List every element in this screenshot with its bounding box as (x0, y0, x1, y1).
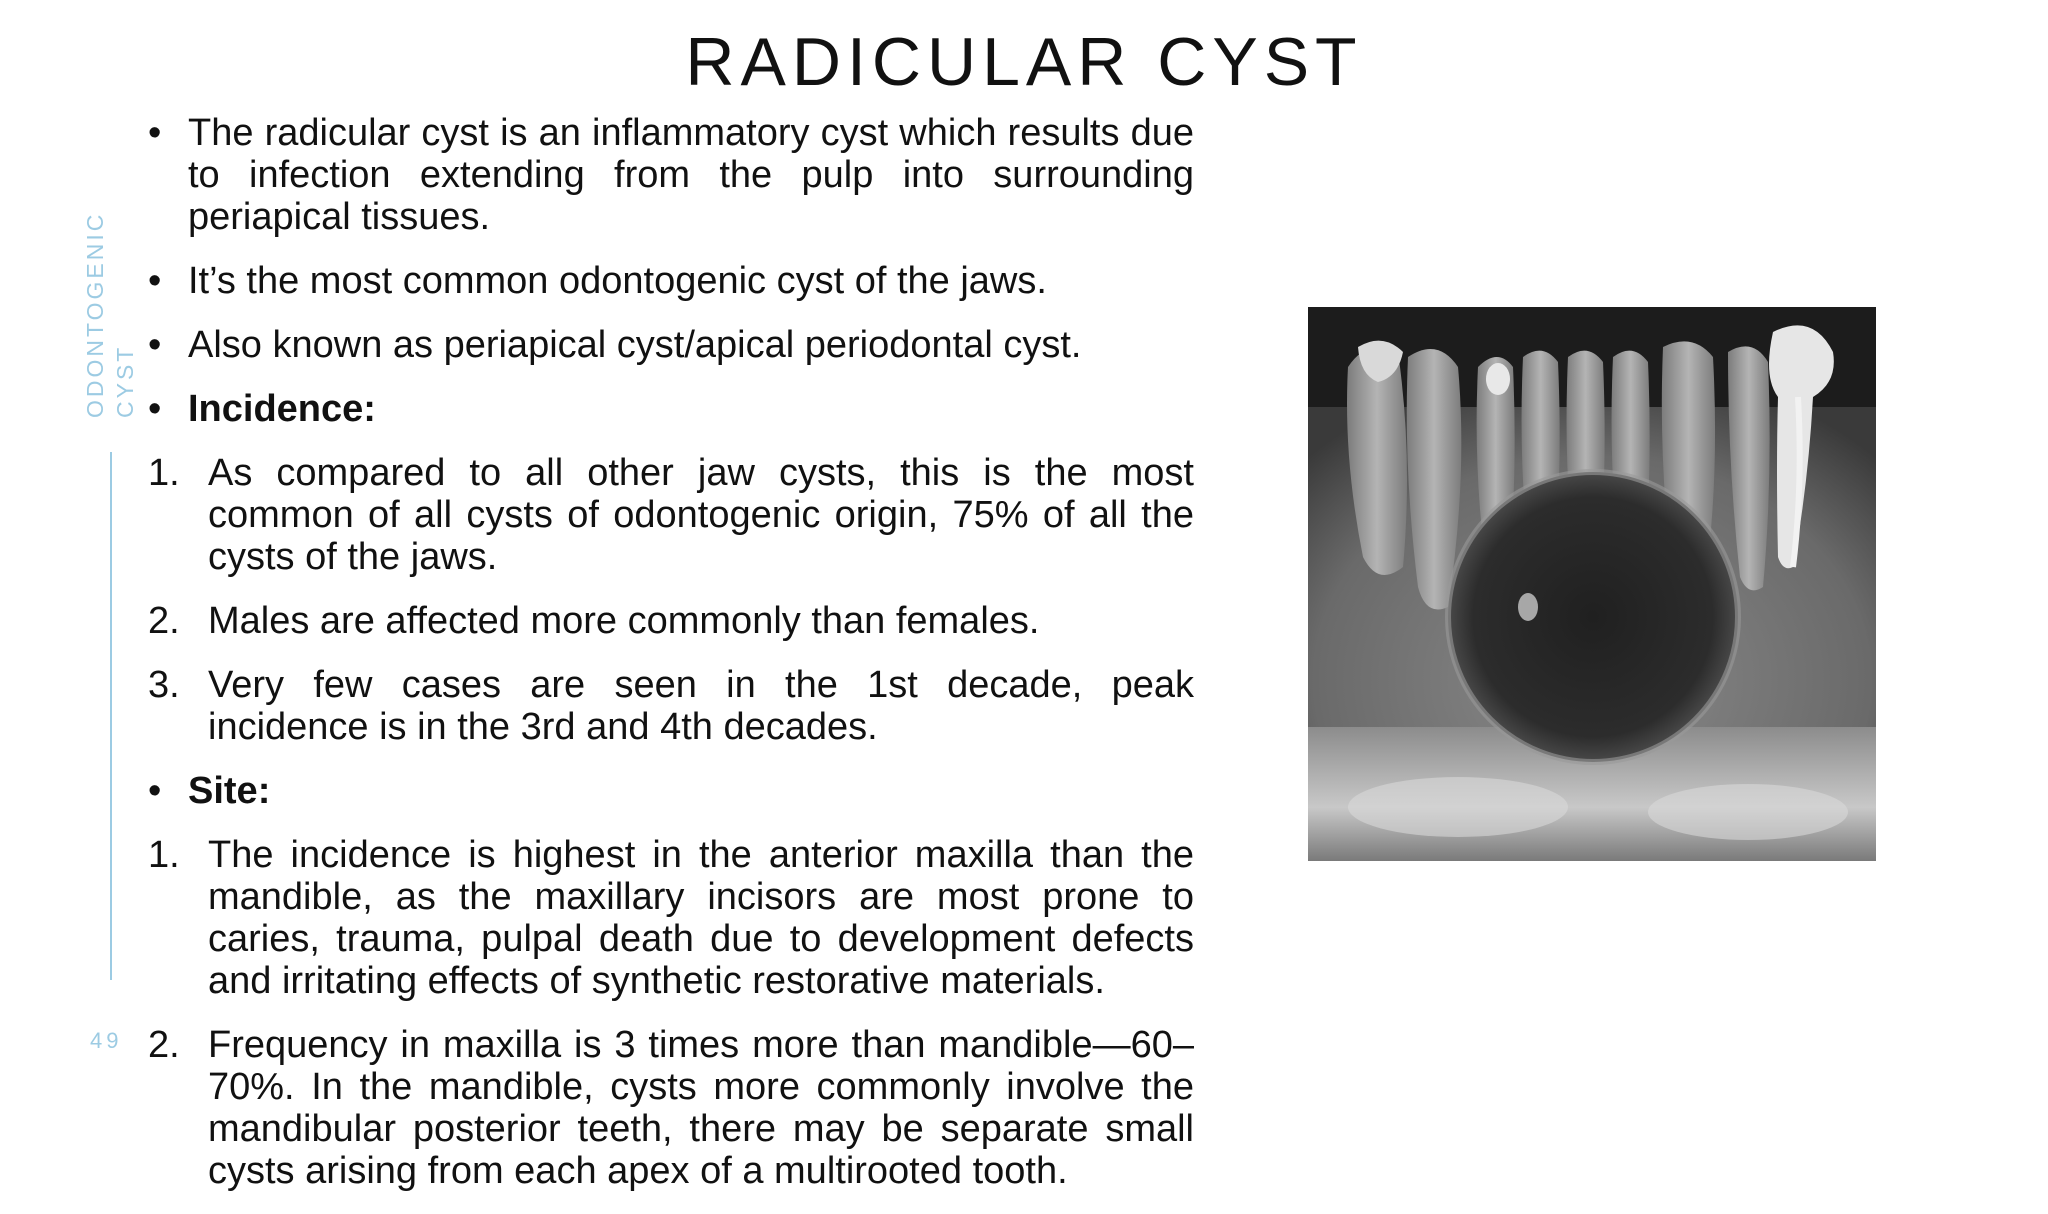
list-marker: • (148, 770, 162, 812)
list-item (148, 112, 1194, 238)
list-marker: • (148, 324, 162, 366)
numbered-item-text: The incidence is highest in the anterior maxilla than the mandible, as the maxillary incisors are most prone to caries, trauma, pulpal death due to development defects and irritating effects of synthetic restorative materials. (208, 834, 1194, 1002)
list-heading (148, 388, 1194, 430)
content-list (148, 112, 1194, 1214)
radiograph-image (1308, 307, 1876, 861)
list-item (148, 260, 1194, 302)
numbered-item (148, 452, 1194, 578)
number-marker: 1. (148, 452, 180, 494)
page-number: 49 (90, 1028, 123, 1053)
list-marker: • (148, 112, 162, 154)
numbered-item (148, 834, 1194, 1002)
number-marker: 1. (148, 834, 180, 876)
list-item-text: It’s the most common odontogenic cyst of the jaws. (188, 260, 1047, 302)
numbered-item-text: As compared to all other jaw cysts, this is the most common of all cysts of odontogenic origin, 75% of all the cysts of the jaws. (208, 452, 1194, 578)
numbered-item (148, 1024, 1194, 1192)
numbered-item (148, 664, 1194, 748)
numbered-item-text: Very few cases are seen in the 1st decade, peak incidence is in the 3rd and 4th decades. (208, 664, 1194, 748)
list-heading-text: Incidence: (188, 388, 376, 430)
numbered-item-text: Males are affected more commonly than females. (208, 600, 1040, 642)
side-section-label: ODONTOGENIC CYST (82, 211, 138, 418)
list-marker: • (148, 388, 162, 430)
number-marker: 2. (148, 1024, 180, 1066)
side-divider-line (110, 452, 112, 980)
list-item (148, 324, 1194, 366)
list-heading (148, 770, 1194, 812)
numbered-item (148, 600, 1194, 642)
list-item-text: Also known as periapical cyst/apical periodontal cyst. (188, 324, 1082, 366)
slide-title: RADICULAR CYST (685, 24, 1363, 100)
radiograph-illustration (1308, 307, 1876, 861)
number-marker: 3. (148, 664, 180, 706)
list-marker: • (148, 260, 162, 302)
numbered-item-text: Frequency in maxilla is 3 times more than mandible—60–70%. In the mandible, cysts more commonly involve the mandibular posterior teeth, there may be separate small cysts arising from each apex of a multirooted tooth. (208, 1024, 1194, 1192)
number-marker: 2. (148, 600, 180, 642)
list-item-text: The radicular cyst is an inflammatory cyst which results due to infection extending from the pulp into surrounding periapical tissues. (188, 112, 1194, 238)
list-heading-text: Site: (188, 770, 271, 812)
